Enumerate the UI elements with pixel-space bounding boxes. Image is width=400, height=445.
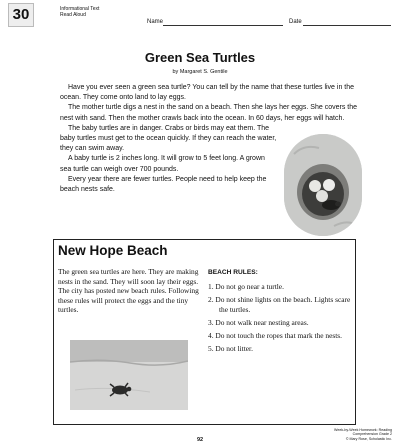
article-paragraph: The baby turtles are in danger. Crabs or birds may eat them. The baby turtles must get to the ocean quickly. If they can reach the water, they can swim away. <box>60 124 277 153</box>
article-paragraph: A baby turtle is 2 inches long. It will grow to 5 feet long. A grown sea turtle can weigh over 700 pounds. <box>60 155 265 173</box>
rule-item: 3. Do not walk near nesting areas. <box>208 318 309 327</box>
article-paragraph: The mother turtle digs a nest in the sand on a beach. Then she lays her eggs. She covers the nest with sand. Then the mother crawls back into the ocean. In 60 days, her eggs will hatch. <box>60 104 357 122</box>
baby-turtle-illustration <box>70 340 188 410</box>
beach-turtle-photo <box>70 340 188 410</box>
rules-list <box>208 282 358 357</box>
article-paragraph: Every year there are fewer turtles. People need to help keep the beach nests safe. <box>60 175 267 194</box>
category-line1: Informational Text <box>60 6 100 12</box>
turtle-eggs-photo <box>284 134 362 236</box>
notice-body: The green sea turtles are here. They are making nests in the sand. They will soon lay their eggs. The city has posted new beach rules. Following these rules will protect the eggs and the tiny turtles. <box>58 267 199 315</box>
date-field-line <box>303 25 391 26</box>
category-line2: Read Aloud <box>60 12 86 18</box>
date-label: Date <box>289 19 302 25</box>
article-byline: by Margaret S. Gentile <box>172 69 228 75</box>
turtle-eggs-illustration <box>284 134 362 236</box>
rule-item: 4. Do not touch the ropes that mark the nests. <box>208 331 343 340</box>
name-field-line <box>163 25 283 26</box>
rule-item: 2. Do not shine lights on the beach. Lights scare the turtles. <box>208 295 351 314</box>
rule-item: 1. Do not go near a turtle. <box>208 282 284 291</box>
notice-title: New Hope Beach <box>58 243 168 258</box>
category-label <box>60 6 110 18</box>
rule-item: 5. Do not litter. <box>208 344 253 353</box>
article-title: Green Sea Turtles <box>144 50 256 65</box>
article-paragraph: Have you ever seen a green sea turtle? You can tell by the name that these turtles live in the ocean. They come onto land to lay eggs. <box>60 84 355 102</box>
rules-heading: BEACH RULES: <box>208 269 258 276</box>
name-label: Name <box>147 19 164 25</box>
credit-line1: Week-by-Week Homework: Reading Comprehension Grade 2 <box>334 428 392 437</box>
footer-page-number: 92 <box>196 437 204 443</box>
page-number-badge: 30 <box>8 3 34 27</box>
credit-line2: © Mary Rose, Scholastic Inc. <box>345 436 392 441</box>
